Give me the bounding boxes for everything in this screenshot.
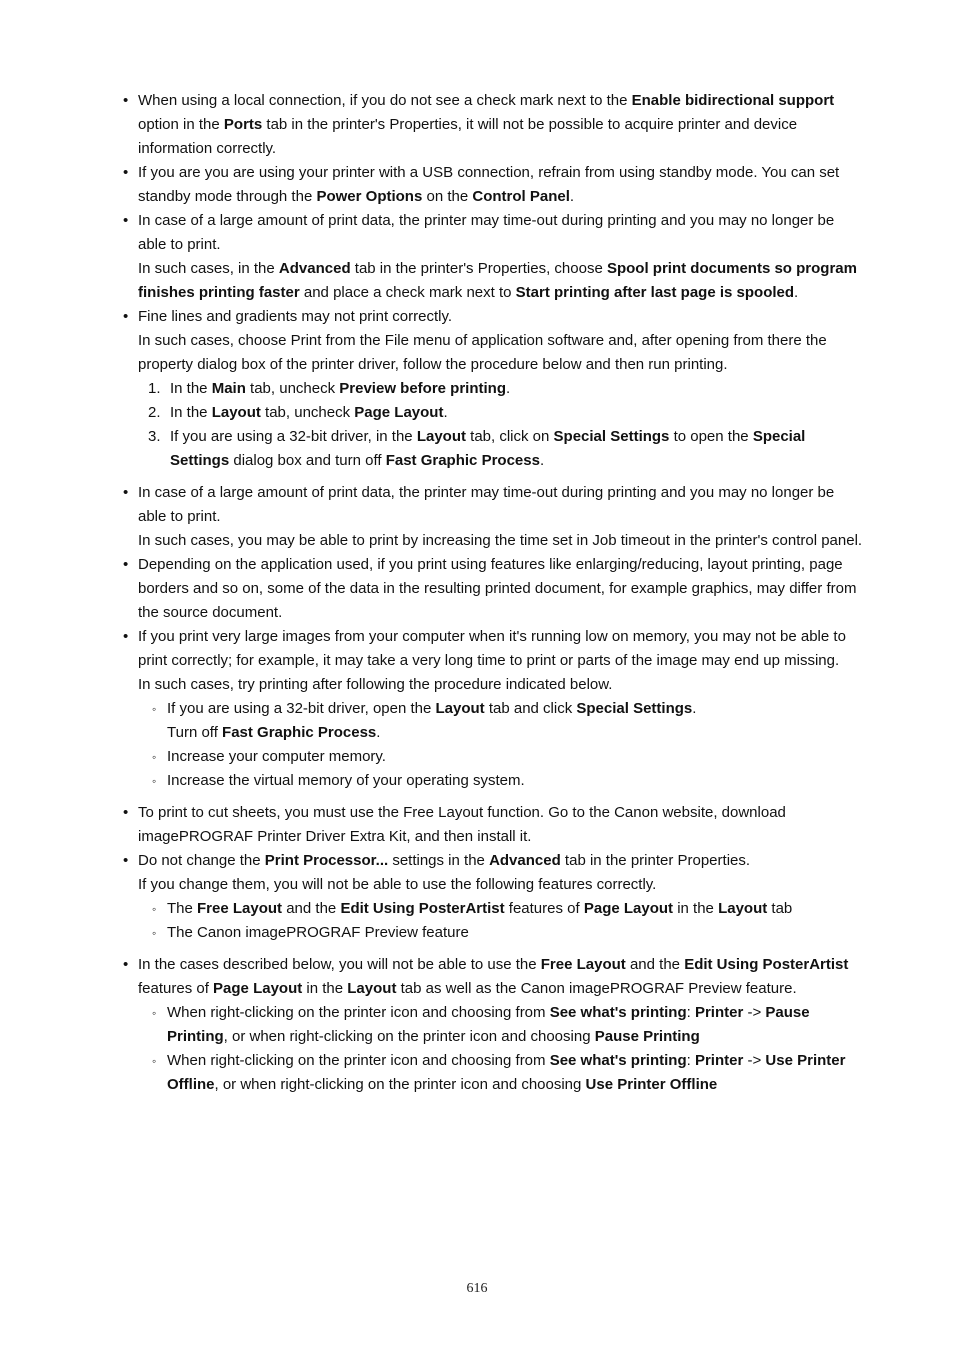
text-run: to open the xyxy=(669,428,753,445)
text-run: -> xyxy=(743,1004,766,1021)
bold-text: Layout xyxy=(347,980,397,997)
text-run: Turn off xyxy=(167,724,223,741)
text-run: in the xyxy=(673,900,719,917)
bold-text: Layout xyxy=(416,428,466,445)
bold-text: Pause Printing xyxy=(594,1028,700,1045)
sub-list xyxy=(138,697,865,793)
text-run: . xyxy=(692,700,697,717)
text-run: , or when right-clicking on the printer icon and choosing xyxy=(214,1076,586,1093)
text-run: . xyxy=(539,452,545,469)
text-run: In such cases, try printing after following the procedure indicated below. xyxy=(138,676,613,693)
page-number: 616 xyxy=(466,1281,488,1296)
paragraph xyxy=(138,481,865,529)
paragraph xyxy=(167,921,865,945)
bullet-item xyxy=(120,305,865,473)
paragraph xyxy=(167,1049,865,1097)
sub-item xyxy=(138,697,865,745)
text-run: In the xyxy=(170,380,212,397)
sub-item xyxy=(138,1049,865,1097)
bold-text: Enable bidirectional support xyxy=(631,92,835,109)
paragraph xyxy=(167,1001,865,1049)
bold-text: Preview before printing xyxy=(339,380,506,397)
text-run: -> xyxy=(743,1052,766,1069)
text-run: Increase your computer memory. xyxy=(167,748,386,765)
sub-item xyxy=(138,921,865,945)
paragraph xyxy=(138,305,865,329)
paragraph xyxy=(167,769,865,793)
text-run: If you are you are using your printer with a USB connection, refrain from using standby mode. You can set standby mode through the xyxy=(138,164,840,205)
paragraph xyxy=(167,897,865,921)
bold-text: Layout xyxy=(718,900,768,917)
text-run: dialog box and turn off xyxy=(229,452,386,469)
bold-text: Control Panel xyxy=(472,188,570,205)
text-run: and the xyxy=(625,956,685,973)
bullet-item xyxy=(120,953,865,1097)
text-run: Increase the virtual memory of your operating system. xyxy=(167,772,525,789)
paragraph xyxy=(138,329,865,377)
bullet-item xyxy=(120,209,865,305)
bold-text: Printer xyxy=(694,1004,744,1021)
text-run: tab, uncheck xyxy=(245,380,340,397)
text-run: The Canon imagePROGRAF Preview feature xyxy=(167,924,469,941)
text-run: In such cases, you may be able to print by increasing the time set in Job timeout in the printer's control panel. xyxy=(138,532,863,549)
text-run: The xyxy=(167,900,198,917)
step-number: 2. xyxy=(148,404,161,421)
bold-text: Use Printer Offline xyxy=(585,1076,718,1093)
paragraph xyxy=(138,801,865,849)
text-run: When right-clicking on the printer icon and choosing from xyxy=(167,1052,550,1069)
text-run: : xyxy=(686,1052,695,1069)
sub-item xyxy=(138,769,865,793)
text-run: : xyxy=(686,1004,695,1021)
text-run: . xyxy=(794,284,799,301)
text-run: In case of a large amount of print data, the printer may time-out during printing and you may no longer be able to print. xyxy=(138,484,835,525)
paragraph xyxy=(167,745,865,769)
paragraph xyxy=(138,209,865,257)
text-run: tab xyxy=(767,900,793,917)
paragraph xyxy=(167,697,865,721)
text-run: When right-clicking on the printer icon and choosing from xyxy=(167,1004,550,1021)
bold-text: Print Processor... xyxy=(264,852,389,869)
text-run: tab as well as the Canon imagePROGRAF Preview feature. xyxy=(396,980,797,997)
step-item xyxy=(138,425,865,473)
bold-text: Special Settings xyxy=(170,428,806,469)
paragraph xyxy=(138,673,865,697)
text-run: If you are using a 32-bit driver, in the xyxy=(170,428,417,445)
text-run: option in the xyxy=(138,116,224,133)
bold-text: Printer xyxy=(694,1052,744,1069)
bold-text: Start printing after last page is spooled xyxy=(515,284,795,301)
bullet-item xyxy=(120,89,865,161)
bullet-item xyxy=(120,553,865,625)
sub-item xyxy=(138,897,865,921)
text-run: In the xyxy=(170,404,212,421)
bold-text: Layout xyxy=(211,404,261,421)
paragraph xyxy=(138,849,865,873)
text-run: , or when right-clicking on the printer icon and choosing xyxy=(223,1028,595,1045)
bullet-item xyxy=(120,481,865,553)
bold-text: Page Layout xyxy=(354,404,444,421)
text-run: tab in the printer's Properties, choose xyxy=(350,260,607,277)
bullet-list xyxy=(120,89,865,1097)
bold-text: See what's printing xyxy=(549,1052,687,1069)
bullet-item xyxy=(120,625,865,793)
bold-text: Edit Using PosterArtist xyxy=(340,900,505,917)
text-run: In such cases, choose Print from the File menu of application software and, after opening from there the property dialog box of the printer driver, follow the procedure below and then run printing. xyxy=(138,332,827,373)
bold-text: Power Options xyxy=(316,188,423,205)
paragraph xyxy=(138,161,865,209)
step-number: 3. xyxy=(148,428,161,445)
paragraph xyxy=(138,873,865,897)
paragraph xyxy=(138,257,865,305)
paragraph xyxy=(138,953,865,1001)
text-run: tab in the printer's Properties, it will not be possible to acquire printer and device information correctly. xyxy=(138,116,798,157)
document-body xyxy=(120,89,865,1097)
text-run: . xyxy=(376,724,381,741)
text-run: If you print very large images from your computer when it's running low on memory, you may not be able to print correctly; for example, it may take a very long time to print or parts of the image may end up missing. xyxy=(138,628,846,669)
bold-text: See what's printing xyxy=(549,1004,687,1021)
paragraph xyxy=(138,625,865,673)
bold-text: Page Layout xyxy=(213,980,303,997)
text-run: on the xyxy=(422,188,473,205)
bold-text: Advanced xyxy=(489,852,561,869)
text-run: and place a check mark next to xyxy=(299,284,516,301)
bold-text: Page Layout xyxy=(583,900,674,917)
bold-text: Fast Graphic Process xyxy=(222,724,377,741)
sub-item xyxy=(138,1001,865,1049)
text-run: To print to cut sheets, you must use the Free Layout function. Go to the Canon website, download imagePROGRAF Printer Driver Extra Kit, and then install it. xyxy=(138,804,786,845)
bullet-item xyxy=(120,161,865,209)
paragraph xyxy=(138,529,865,553)
text-run: If you change them, you will not be able to use the following features correctly. xyxy=(138,876,657,893)
text-run: In such cases, in the xyxy=(138,260,279,277)
bold-text: Use Printer Offline xyxy=(167,1052,846,1093)
bold-text: Layout xyxy=(435,700,485,717)
text-run: . xyxy=(569,188,575,205)
bold-text: Pause Printing xyxy=(167,1004,810,1045)
text-run: When using a local connection, if you do not see a check mark next to the xyxy=(138,92,632,109)
text-run: settings in the xyxy=(388,852,490,869)
text-run: Do not change the xyxy=(138,852,265,869)
sub-list xyxy=(138,1001,865,1097)
text-run: features of xyxy=(138,980,214,997)
paragraph xyxy=(138,89,865,161)
numbered-steps xyxy=(138,377,865,473)
text-run: Fine lines and gradients may not print correctly. xyxy=(138,308,453,325)
step-number: 1. xyxy=(148,380,161,397)
bold-text: Free Layout xyxy=(540,956,626,973)
bold-text: Spool print documents so program finishes printing faster xyxy=(138,260,857,301)
paragraph xyxy=(167,721,865,745)
text-run: features of xyxy=(504,900,584,917)
text-run: tab and click xyxy=(484,700,577,717)
bold-text: Free Layout xyxy=(197,900,283,917)
bold-text: Ports xyxy=(223,116,263,133)
bold-text: Edit Using PosterArtist xyxy=(684,956,849,973)
text-run: In case of a large amount of print data, the printer may time-out during printing and you may no longer be able to print. xyxy=(138,212,835,253)
sub-item xyxy=(138,745,865,769)
text-run: If you are using a 32-bit driver, open the xyxy=(167,700,436,717)
paragraph xyxy=(138,553,865,625)
bold-text: Special Settings xyxy=(576,700,693,717)
text-run: . xyxy=(505,380,511,397)
bold-text: Fast Graphic Process xyxy=(385,452,540,469)
text-run: Depending on the application used, if you print using features like enlarging/reducing, layout printing, page borders and so on, some of the data in the resulting printed document, for example graphics, may differ from the source document. xyxy=(138,556,857,621)
bullet-item xyxy=(120,849,865,945)
step-item xyxy=(138,401,865,425)
bullet-item xyxy=(120,801,865,849)
step-item xyxy=(138,377,865,401)
sub-list xyxy=(138,897,865,945)
text-run: and the xyxy=(282,900,341,917)
text-run: In the cases described below, you will not be able to use the xyxy=(138,956,541,973)
text-run: tab, uncheck xyxy=(260,404,355,421)
text-run: tab in the printer Properties. xyxy=(560,852,751,869)
bold-text: Special Settings xyxy=(553,428,670,445)
bold-text: Advanced xyxy=(278,260,351,277)
text-run: in the xyxy=(302,980,348,997)
text-run: tab, click on xyxy=(465,428,554,445)
text-run: . xyxy=(443,404,448,421)
bold-text: Main xyxy=(211,380,246,397)
